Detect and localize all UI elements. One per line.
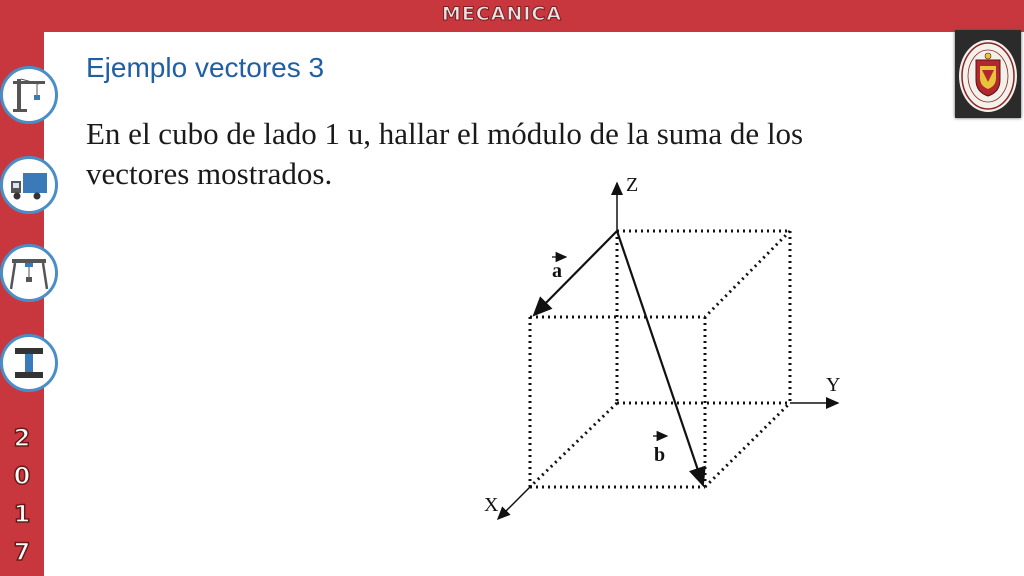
- slide-title: Ejemplo vectores 3: [86, 52, 325, 83]
- university-logo: [955, 30, 1021, 118]
- vector-a-label: a: [552, 260, 562, 282]
- x-axis: [498, 487, 530, 519]
- y-axis-label: Y: [826, 374, 841, 396]
- top-banner: [0, 0, 1024, 32]
- x-axis-label: X: [484, 494, 499, 516]
- vector-a: [534, 231, 617, 315]
- z-axis-label: Z: [626, 174, 639, 196]
- problem-line-2: vectores mostrados.: [86, 156, 333, 191]
- problem-line-1: En el cubo de lado 1 u, hallar el módulo de la suma de los: [86, 116, 804, 151]
- cube-diagram: [470, 165, 850, 540]
- banner-title: MECANICA: [441, 3, 563, 25]
- crane-icon: [0, 66, 58, 124]
- year-digit: 0: [13, 462, 31, 490]
- year-digit: 2: [13, 424, 31, 452]
- truck-icon: [0, 156, 58, 214]
- gantry-crane-icon: [0, 244, 58, 302]
- vector-b-label: b: [654, 444, 666, 466]
- year-digit: 1: [13, 500, 31, 528]
- i-beam-icon: [0, 334, 58, 392]
- year-digit: 7: [13, 538, 31, 566]
